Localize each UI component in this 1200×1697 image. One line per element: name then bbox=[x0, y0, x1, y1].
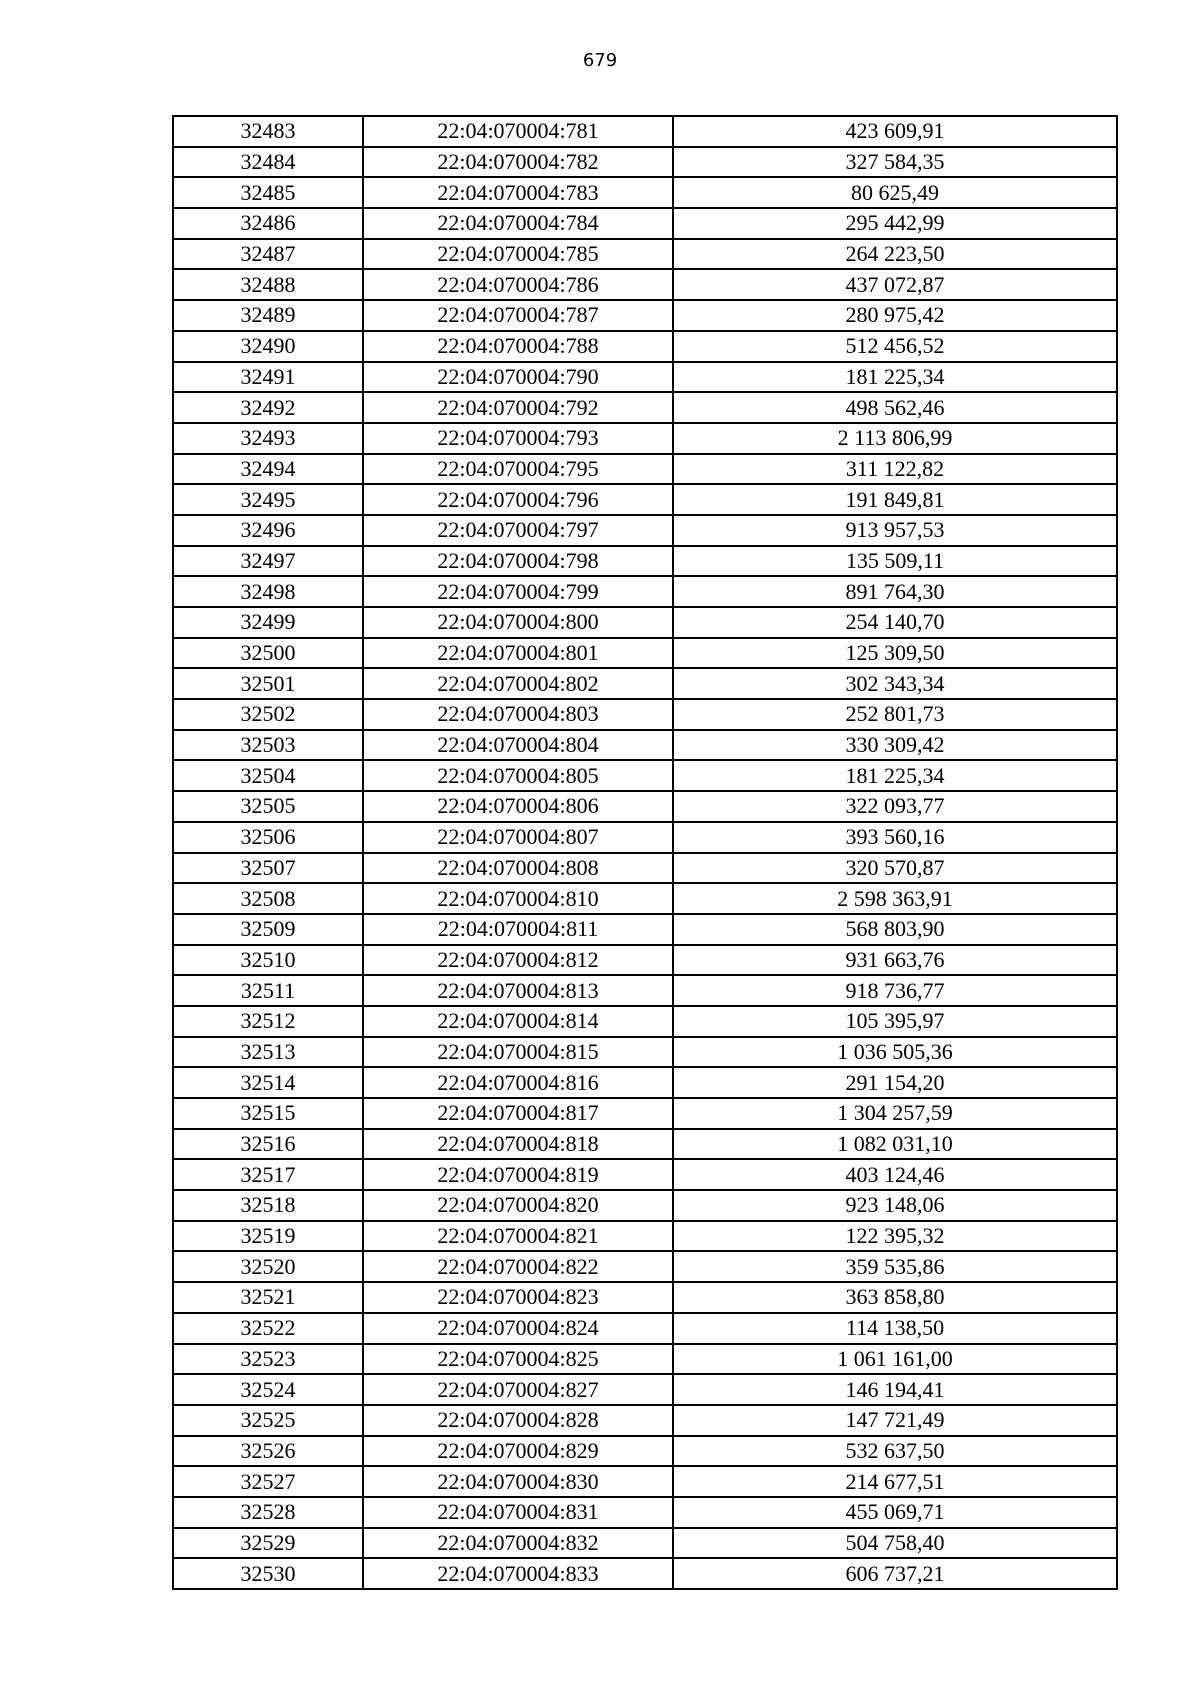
row-number-cell: 32490 bbox=[173, 331, 363, 362]
value-cell: 252 801,73 bbox=[673, 699, 1117, 730]
row-number-cell: 32514 bbox=[173, 1067, 363, 1098]
cadastral-number-cell: 22:04:070004:817 bbox=[363, 1098, 673, 1129]
cadastral-number-cell: 22:04:070004:811 bbox=[363, 914, 673, 945]
row-number-cell: 32525 bbox=[173, 1405, 363, 1436]
row-number-cell: 32503 bbox=[173, 730, 363, 761]
table-row bbox=[173, 607, 1117, 638]
table-row bbox=[173, 1436, 1117, 1467]
row-number-cell: 32523 bbox=[173, 1344, 363, 1375]
value-cell: 146 194,41 bbox=[673, 1374, 1117, 1405]
cadastral-number-cell: 22:04:070004:787 bbox=[363, 300, 673, 331]
row-number-cell: 32493 bbox=[173, 423, 363, 454]
value-cell: 2 598 363,91 bbox=[673, 883, 1117, 914]
row-number-cell: 32521 bbox=[173, 1282, 363, 1313]
table-row bbox=[173, 1159, 1117, 1190]
value-cell: 455 069,71 bbox=[673, 1497, 1117, 1528]
table-row bbox=[173, 822, 1117, 853]
cadastral-number-cell: 22:04:070004:805 bbox=[363, 760, 673, 791]
table-row bbox=[173, 699, 1117, 730]
page-number: 679 bbox=[582, 50, 618, 71]
value-cell: 181 225,34 bbox=[673, 760, 1117, 791]
value-cell: 105 395,97 bbox=[673, 1006, 1117, 1037]
table-row bbox=[173, 853, 1117, 884]
value-cell: 1 304 257,59 bbox=[673, 1098, 1117, 1129]
row-number-cell: 32511 bbox=[173, 975, 363, 1006]
cadastral-number-cell: 22:04:070004:833 bbox=[363, 1558, 673, 1589]
table-row bbox=[173, 1374, 1117, 1405]
value-cell: 913 957,53 bbox=[673, 515, 1117, 546]
value-cell: 363 858,80 bbox=[673, 1282, 1117, 1313]
table-body bbox=[173, 116, 1117, 1589]
row-number-cell: 32488 bbox=[173, 269, 363, 300]
table-row bbox=[173, 1497, 1117, 1528]
cadastral-number-cell: 22:04:070004:807 bbox=[363, 822, 673, 853]
row-number-cell: 32508 bbox=[173, 883, 363, 914]
value-cell: 1 036 505,36 bbox=[673, 1037, 1117, 1068]
row-number-cell: 32513 bbox=[173, 1037, 363, 1068]
cadastral-number-cell: 22:04:070004:814 bbox=[363, 1006, 673, 1037]
row-number-cell: 32528 bbox=[173, 1497, 363, 1528]
row-number-cell: 32498 bbox=[173, 576, 363, 607]
cadastral-number-cell: 22:04:070004:797 bbox=[363, 515, 673, 546]
cadastral-number-cell: 22:04:070004:800 bbox=[363, 607, 673, 638]
table-row bbox=[173, 208, 1117, 239]
cadastral-number-cell: 22:04:070004:827 bbox=[363, 1374, 673, 1405]
cadastral-number-cell: 22:04:070004:816 bbox=[363, 1067, 673, 1098]
table-row bbox=[173, 147, 1117, 178]
value-cell: 606 737,21 bbox=[673, 1558, 1117, 1589]
row-number-cell: 32530 bbox=[173, 1558, 363, 1589]
cadastral-number-cell: 22:04:070004:830 bbox=[363, 1466, 673, 1497]
cadastral-number-cell: 22:04:070004:821 bbox=[363, 1221, 673, 1252]
cadastral-number-cell: 22:04:070004:829 bbox=[363, 1436, 673, 1467]
cadastral-number-cell: 22:04:070004:823 bbox=[363, 1282, 673, 1313]
value-cell: 359 535,86 bbox=[673, 1251, 1117, 1282]
row-number-cell: 32501 bbox=[173, 668, 363, 699]
row-number-cell: 32516 bbox=[173, 1129, 363, 1160]
data-table bbox=[172, 115, 1118, 1590]
value-cell: 403 124,46 bbox=[673, 1159, 1117, 1190]
table-row bbox=[173, 1558, 1117, 1589]
value-cell: 295 442,99 bbox=[673, 208, 1117, 239]
cadastral-number-cell: 22:04:070004:804 bbox=[363, 730, 673, 761]
cadastral-number-cell: 22:04:070004:815 bbox=[363, 1037, 673, 1068]
value-cell: 923 148,06 bbox=[673, 1190, 1117, 1221]
row-number-cell: 32524 bbox=[173, 1374, 363, 1405]
row-number-cell: 32495 bbox=[173, 484, 363, 515]
cadastral-number-cell: 22:04:070004:783 bbox=[363, 177, 673, 208]
row-number-cell: 32492 bbox=[173, 392, 363, 423]
value-cell: 1 061 161,00 bbox=[673, 1344, 1117, 1375]
value-cell: 147 721,49 bbox=[673, 1405, 1117, 1436]
table-row bbox=[173, 1221, 1117, 1252]
cadastral-number-cell: 22:04:070004:822 bbox=[363, 1251, 673, 1282]
table-row bbox=[173, 423, 1117, 454]
value-cell: 181 225,34 bbox=[673, 362, 1117, 393]
cadastral-number-cell: 22:04:070004:802 bbox=[363, 668, 673, 699]
table-row bbox=[173, 484, 1117, 515]
row-number-cell: 32527 bbox=[173, 1466, 363, 1497]
cadastral-number-cell: 22:04:070004:798 bbox=[363, 546, 673, 577]
cadastral-number-cell: 22:04:070004:803 bbox=[363, 699, 673, 730]
cadastral-number-cell: 22:04:070004:799 bbox=[363, 576, 673, 607]
row-number-cell: 32487 bbox=[173, 239, 363, 270]
value-cell: 280 975,42 bbox=[673, 300, 1117, 331]
value-cell: 302 343,34 bbox=[673, 668, 1117, 699]
row-number-cell: 32504 bbox=[173, 760, 363, 791]
row-number-cell: 32499 bbox=[173, 607, 363, 638]
table-row bbox=[173, 1098, 1117, 1129]
row-number-cell: 32518 bbox=[173, 1190, 363, 1221]
row-number-cell: 32496 bbox=[173, 515, 363, 546]
table-row bbox=[173, 975, 1117, 1006]
cadastral-number-cell: 22:04:070004:820 bbox=[363, 1190, 673, 1221]
value-cell: 2 113 806,99 bbox=[673, 423, 1117, 454]
row-number-cell: 32512 bbox=[173, 1006, 363, 1037]
cadastral-number-cell: 22:04:070004:790 bbox=[363, 362, 673, 393]
table-row bbox=[173, 1528, 1117, 1559]
value-cell: 532 637,50 bbox=[673, 1436, 1117, 1467]
table-row bbox=[173, 239, 1117, 270]
row-number-cell: 32502 bbox=[173, 699, 363, 730]
cadastral-number-cell: 22:04:070004:825 bbox=[363, 1344, 673, 1375]
value-cell: 498 562,46 bbox=[673, 392, 1117, 423]
table-row bbox=[173, 1282, 1117, 1313]
value-cell: 1 082 031,10 bbox=[673, 1129, 1117, 1160]
table-row bbox=[173, 454, 1117, 485]
value-cell: 931 663,76 bbox=[673, 945, 1117, 976]
value-cell: 393 560,16 bbox=[673, 822, 1117, 853]
row-number-cell: 32509 bbox=[173, 914, 363, 945]
table-row bbox=[173, 300, 1117, 331]
value-cell: 80 625,49 bbox=[673, 177, 1117, 208]
row-number-cell: 32483 bbox=[173, 116, 363, 147]
value-cell: 918 736,77 bbox=[673, 975, 1117, 1006]
row-number-cell: 32494 bbox=[173, 454, 363, 485]
table-row bbox=[173, 1344, 1117, 1375]
row-number-cell: 32519 bbox=[173, 1221, 363, 1252]
row-number-cell: 32520 bbox=[173, 1251, 363, 1282]
table-row bbox=[173, 945, 1117, 976]
table-row bbox=[173, 392, 1117, 423]
value-cell: 504 758,40 bbox=[673, 1528, 1117, 1559]
cadastral-number-cell: 22:04:070004:808 bbox=[363, 853, 673, 884]
row-number-cell: 32515 bbox=[173, 1098, 363, 1129]
value-cell: 264 223,50 bbox=[673, 239, 1117, 270]
value-cell: 437 072,87 bbox=[673, 269, 1117, 300]
cadastral-number-cell: 22:04:070004:812 bbox=[363, 945, 673, 976]
row-number-cell: 32526 bbox=[173, 1436, 363, 1467]
value-cell: 214 677,51 bbox=[673, 1466, 1117, 1497]
table-row bbox=[173, 791, 1117, 822]
table-row bbox=[173, 730, 1117, 761]
row-number-cell: 32500 bbox=[173, 638, 363, 669]
row-number-cell: 32505 bbox=[173, 791, 363, 822]
table-row bbox=[173, 362, 1117, 393]
row-number-cell: 32486 bbox=[173, 208, 363, 239]
cadastral-number-cell: 22:04:070004:824 bbox=[363, 1313, 673, 1344]
value-cell: 512 456,52 bbox=[673, 331, 1117, 362]
table-row bbox=[173, 1251, 1117, 1282]
cadastral-number-cell: 22:04:070004:785 bbox=[363, 239, 673, 270]
cadastral-number-cell: 22:04:070004:788 bbox=[363, 331, 673, 362]
row-number-cell: 32484 bbox=[173, 147, 363, 178]
cadastral-number-cell: 22:04:070004:819 bbox=[363, 1159, 673, 1190]
table-row bbox=[173, 1037, 1117, 1068]
cadastral-number-cell: 22:04:070004:806 bbox=[363, 791, 673, 822]
value-cell: 191 849,81 bbox=[673, 484, 1117, 515]
value-cell: 291 154,20 bbox=[673, 1067, 1117, 1098]
table-row bbox=[173, 1190, 1117, 1221]
table-row bbox=[173, 883, 1117, 914]
table-row bbox=[173, 1006, 1117, 1037]
cadastral-number-cell: 22:04:070004:782 bbox=[363, 147, 673, 178]
row-number-cell: 32491 bbox=[173, 362, 363, 393]
table-row bbox=[173, 638, 1117, 669]
value-cell: 125 309,50 bbox=[673, 638, 1117, 669]
value-cell: 122 395,32 bbox=[673, 1221, 1117, 1252]
row-number-cell: 32517 bbox=[173, 1159, 363, 1190]
table-row bbox=[173, 1466, 1117, 1497]
table-row bbox=[173, 331, 1117, 362]
table-row bbox=[173, 576, 1117, 607]
cadastral-number-cell: 22:04:070004:818 bbox=[363, 1129, 673, 1160]
value-cell: 327 584,35 bbox=[673, 147, 1117, 178]
cadastral-number-cell: 22:04:070004:801 bbox=[363, 638, 673, 669]
cadastral-number-cell: 22:04:070004:796 bbox=[363, 484, 673, 515]
cadastral-number-cell: 22:04:070004:810 bbox=[363, 883, 673, 914]
value-cell: 330 309,42 bbox=[673, 730, 1117, 761]
table-row bbox=[173, 1129, 1117, 1160]
table-row bbox=[173, 269, 1117, 300]
cadastral-number-cell: 22:04:070004:828 bbox=[363, 1405, 673, 1436]
row-number-cell: 32529 bbox=[173, 1528, 363, 1559]
value-cell: 322 093,77 bbox=[673, 791, 1117, 822]
row-number-cell: 32522 bbox=[173, 1313, 363, 1344]
table-row bbox=[173, 760, 1117, 791]
value-cell: 891 764,30 bbox=[673, 576, 1117, 607]
value-cell: 254 140,70 bbox=[673, 607, 1117, 638]
table-row bbox=[173, 116, 1117, 147]
table-row bbox=[173, 668, 1117, 699]
value-cell: 311 122,82 bbox=[673, 454, 1117, 485]
cadastral-number-cell: 22:04:070004:813 bbox=[363, 975, 673, 1006]
value-cell: 114 138,50 bbox=[673, 1313, 1117, 1344]
cadastral-number-cell: 22:04:070004:792 bbox=[363, 392, 673, 423]
value-cell: 423 609,91 bbox=[673, 116, 1117, 147]
table-row bbox=[173, 1405, 1117, 1436]
table-row bbox=[173, 914, 1117, 945]
value-cell: 320 570,87 bbox=[673, 853, 1117, 884]
row-number-cell: 32489 bbox=[173, 300, 363, 331]
cadastral-number-cell: 22:04:070004:793 bbox=[363, 423, 673, 454]
cadastral-number-cell: 22:04:070004:781 bbox=[363, 116, 673, 147]
row-number-cell: 32506 bbox=[173, 822, 363, 853]
table-row bbox=[173, 1313, 1117, 1344]
cadastral-number-cell: 22:04:070004:795 bbox=[363, 454, 673, 485]
value-cell: 135 509,11 bbox=[673, 546, 1117, 577]
table-row bbox=[173, 515, 1117, 546]
row-number-cell: 32485 bbox=[173, 177, 363, 208]
table-row bbox=[173, 546, 1117, 577]
cadastral-number-cell: 22:04:070004:832 bbox=[363, 1528, 673, 1559]
row-number-cell: 32497 bbox=[173, 546, 363, 577]
value-cell: 568 803,90 bbox=[673, 914, 1117, 945]
table-row bbox=[173, 177, 1117, 208]
table-row bbox=[173, 1067, 1117, 1098]
cadastral-number-cell: 22:04:070004:831 bbox=[363, 1497, 673, 1528]
cadastral-number-cell: 22:04:070004:784 bbox=[363, 208, 673, 239]
cadastral-number-cell: 22:04:070004:786 bbox=[363, 269, 673, 300]
row-number-cell: 32510 bbox=[173, 945, 363, 976]
row-number-cell: 32507 bbox=[173, 853, 363, 884]
